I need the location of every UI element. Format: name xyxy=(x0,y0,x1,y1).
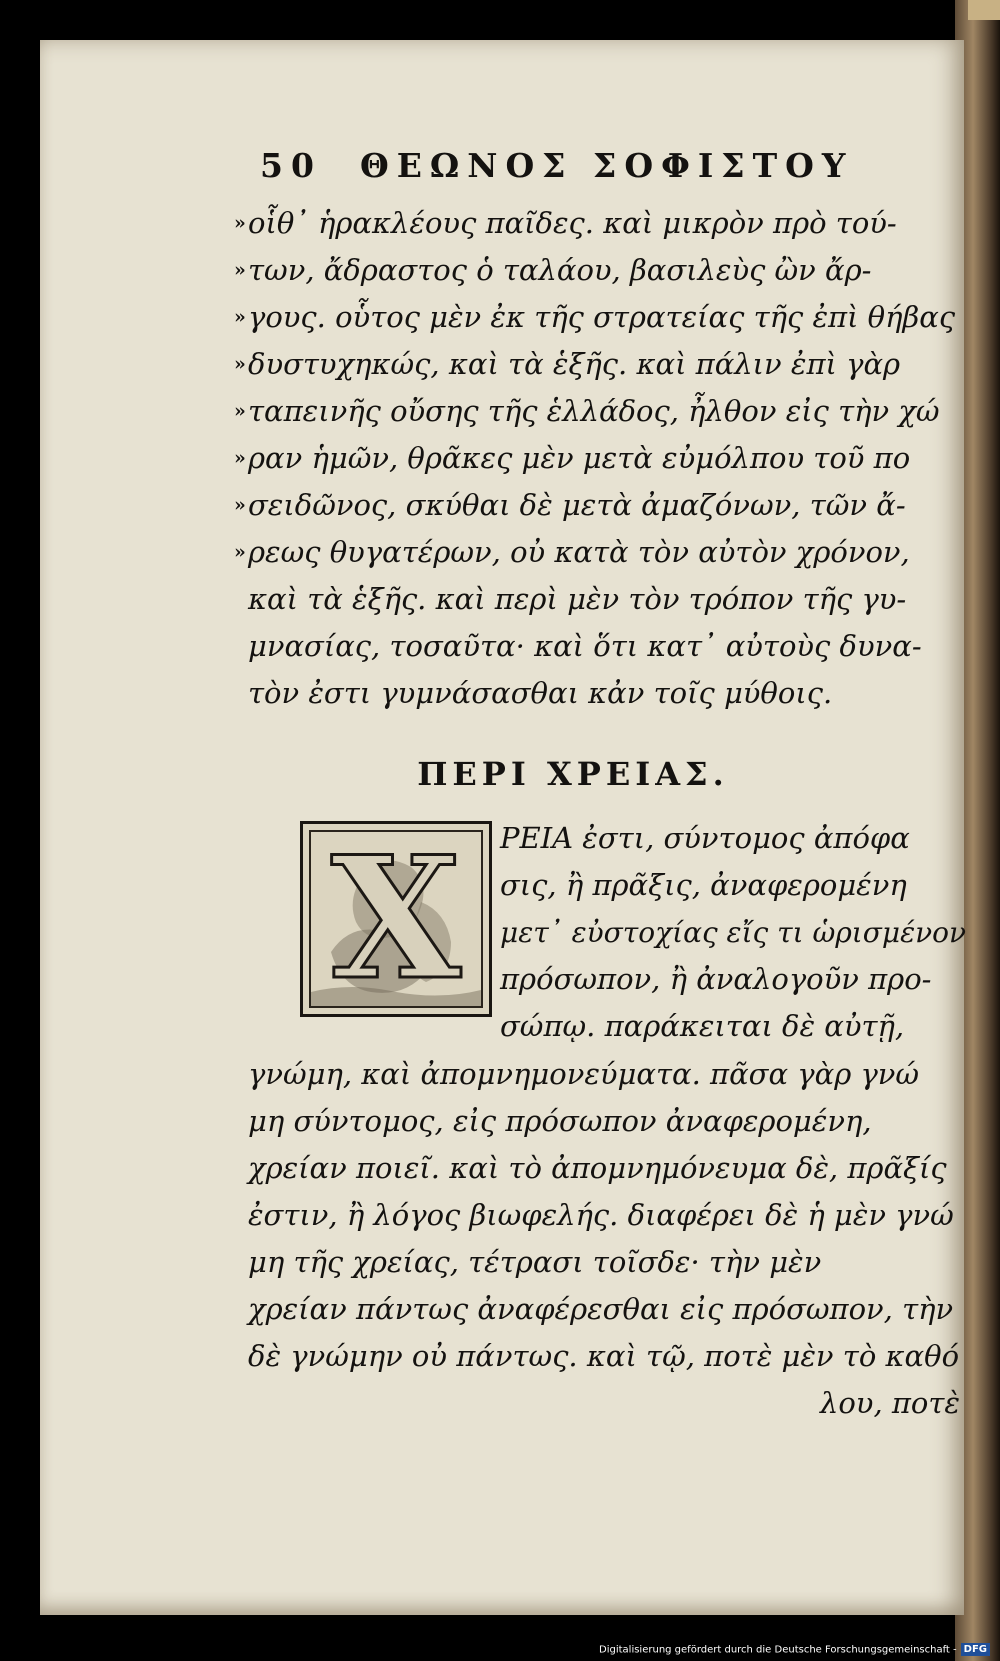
text-line: χρείαν πάντως ἀναφέρεσθαι εἰς πρόσωπον, τὴν xyxy=(248,1292,954,1326)
text-line: χρείαν ποιεῖ. καὶ τὸ ἀπομνημόνευμα δὲ, πρᾶξίς xyxy=(248,1151,947,1185)
text-line: τὸν ἐστι γυμνάσασθαι κἀν τοῖς μύθοις. xyxy=(248,676,833,710)
text-line: καὶ τὰ ἑξῆς. καὶ περὶ μὲν τὸν τρόπον τῆς γυ- xyxy=(248,582,907,616)
text-line: » σειδῶνος, σκύθαι δὲ μετὰ ἀμαζόνων, τῶν ἄ- xyxy=(248,482,968,529)
text-line: μνασίας, τοσαῦτα· καὶ ὅτι κατ᾽ αὐτοὺς δυνα- xyxy=(248,629,922,663)
text-line: » γους. οὗτος μὲν ἐκ τῆς στρατείας τῆς ἐπὶ θήβας xyxy=(248,294,968,341)
initial-letter: X xyxy=(330,830,462,1008)
section-heading: ΠΕΡΙ ΧΡΕΙΑΣ. xyxy=(417,755,729,793)
text-line: λου, ποτὲ xyxy=(819,1386,960,1420)
text-line: ΡΕΙΑ ἐστι, σύντομος ἀπόφα xyxy=(500,821,910,855)
initial-lines xyxy=(500,815,968,1050)
quote-mark: » xyxy=(234,400,246,422)
quote-mark: » xyxy=(234,306,246,328)
text-line: πρόσωπον, ἢ ἀναλογοῦν προ- xyxy=(500,962,932,996)
quote-mark: » xyxy=(234,259,246,281)
text-line: » ραν ἡμῶν, θρᾶκες μὲν μετὰ εὐμόλπου τοῦ πο xyxy=(248,435,968,482)
decorated-initial xyxy=(300,821,492,1017)
digitization-credit xyxy=(599,1643,990,1656)
initial-paragraph xyxy=(248,815,968,1051)
text-line: » δυστυχηκώς, καὶ τὰ ἑξῆς. καὶ πάλιν ἐπὶ γὰρ xyxy=(248,341,968,388)
quote-mark: » xyxy=(234,541,246,563)
page-header xyxy=(248,146,968,200)
quote-mark: » xyxy=(234,353,246,375)
page-number: 50 xyxy=(260,146,322,185)
text-line: » των, ἄδραστος ὁ ταλάου, βασιλεὺς ὢν ἄρ- xyxy=(248,247,968,294)
text-line: σις, ἢ πρᾶξις, ἀναφερομένη xyxy=(500,868,907,902)
initial-frame xyxy=(309,830,483,1008)
text-line: » οἷθ᾽ ἡρακλέους παῖδες. καὶ μικρὸν πρὸ τού- xyxy=(248,200,968,247)
credit-text: Digitalisierung gefördert durch die Deutsche Forschungsgemeinschaft - xyxy=(599,1644,957,1656)
text-line: » ρεως θυγατέρων, οὐ κατὰ τὸν αὐτὸν χρόνον, xyxy=(248,529,968,576)
book-tab xyxy=(968,0,1000,20)
text-block xyxy=(234,146,968,1427)
text-line: μετ᾽ εὐστοχίας εἴς τι ὡρισμένον xyxy=(500,916,967,949)
text-line: σώπῳ. παράκειται δὲ αὐτῇ, xyxy=(500,1009,905,1043)
dfg-logo-icon: DFG xyxy=(961,1643,990,1656)
text-line: » ταπεινῆς οὔσης τῆς ἑλλάδος, ἦλθον εἰς τὴν χώ xyxy=(248,388,968,435)
quote-mark: » xyxy=(234,447,246,469)
text-line: μη σύντομος, εἰς πρόσωπον ἀναφερομένη, xyxy=(248,1104,872,1138)
text-line: ἐστιν, ἢ λόγος βιωφελής. διαφέρει δὲ ἡ μὲν γνώ xyxy=(248,1198,954,1232)
text-line: μη τῆς χρείας, τέτρασι τοῖσδε· τὴν μὲν xyxy=(248,1245,822,1279)
book-page xyxy=(40,40,967,1615)
text-line: δὲ γνώμην οὐ πάντως. καὶ τῷ, ποτὲ μὲν τὸ καθό xyxy=(248,1339,960,1373)
quote-mark: » xyxy=(234,494,246,516)
running-title: ΘΕΩΝΟΣ ΣΟΦΙΣΤΟΥ xyxy=(360,146,854,185)
quote-mark: » xyxy=(234,212,246,234)
quoted-passage xyxy=(234,200,968,717)
body-passage xyxy=(248,1051,968,1427)
text-line: γνώμη, καὶ ἀπομνημονεύματα. πᾶσα γὰρ γνώ xyxy=(248,1057,920,1091)
